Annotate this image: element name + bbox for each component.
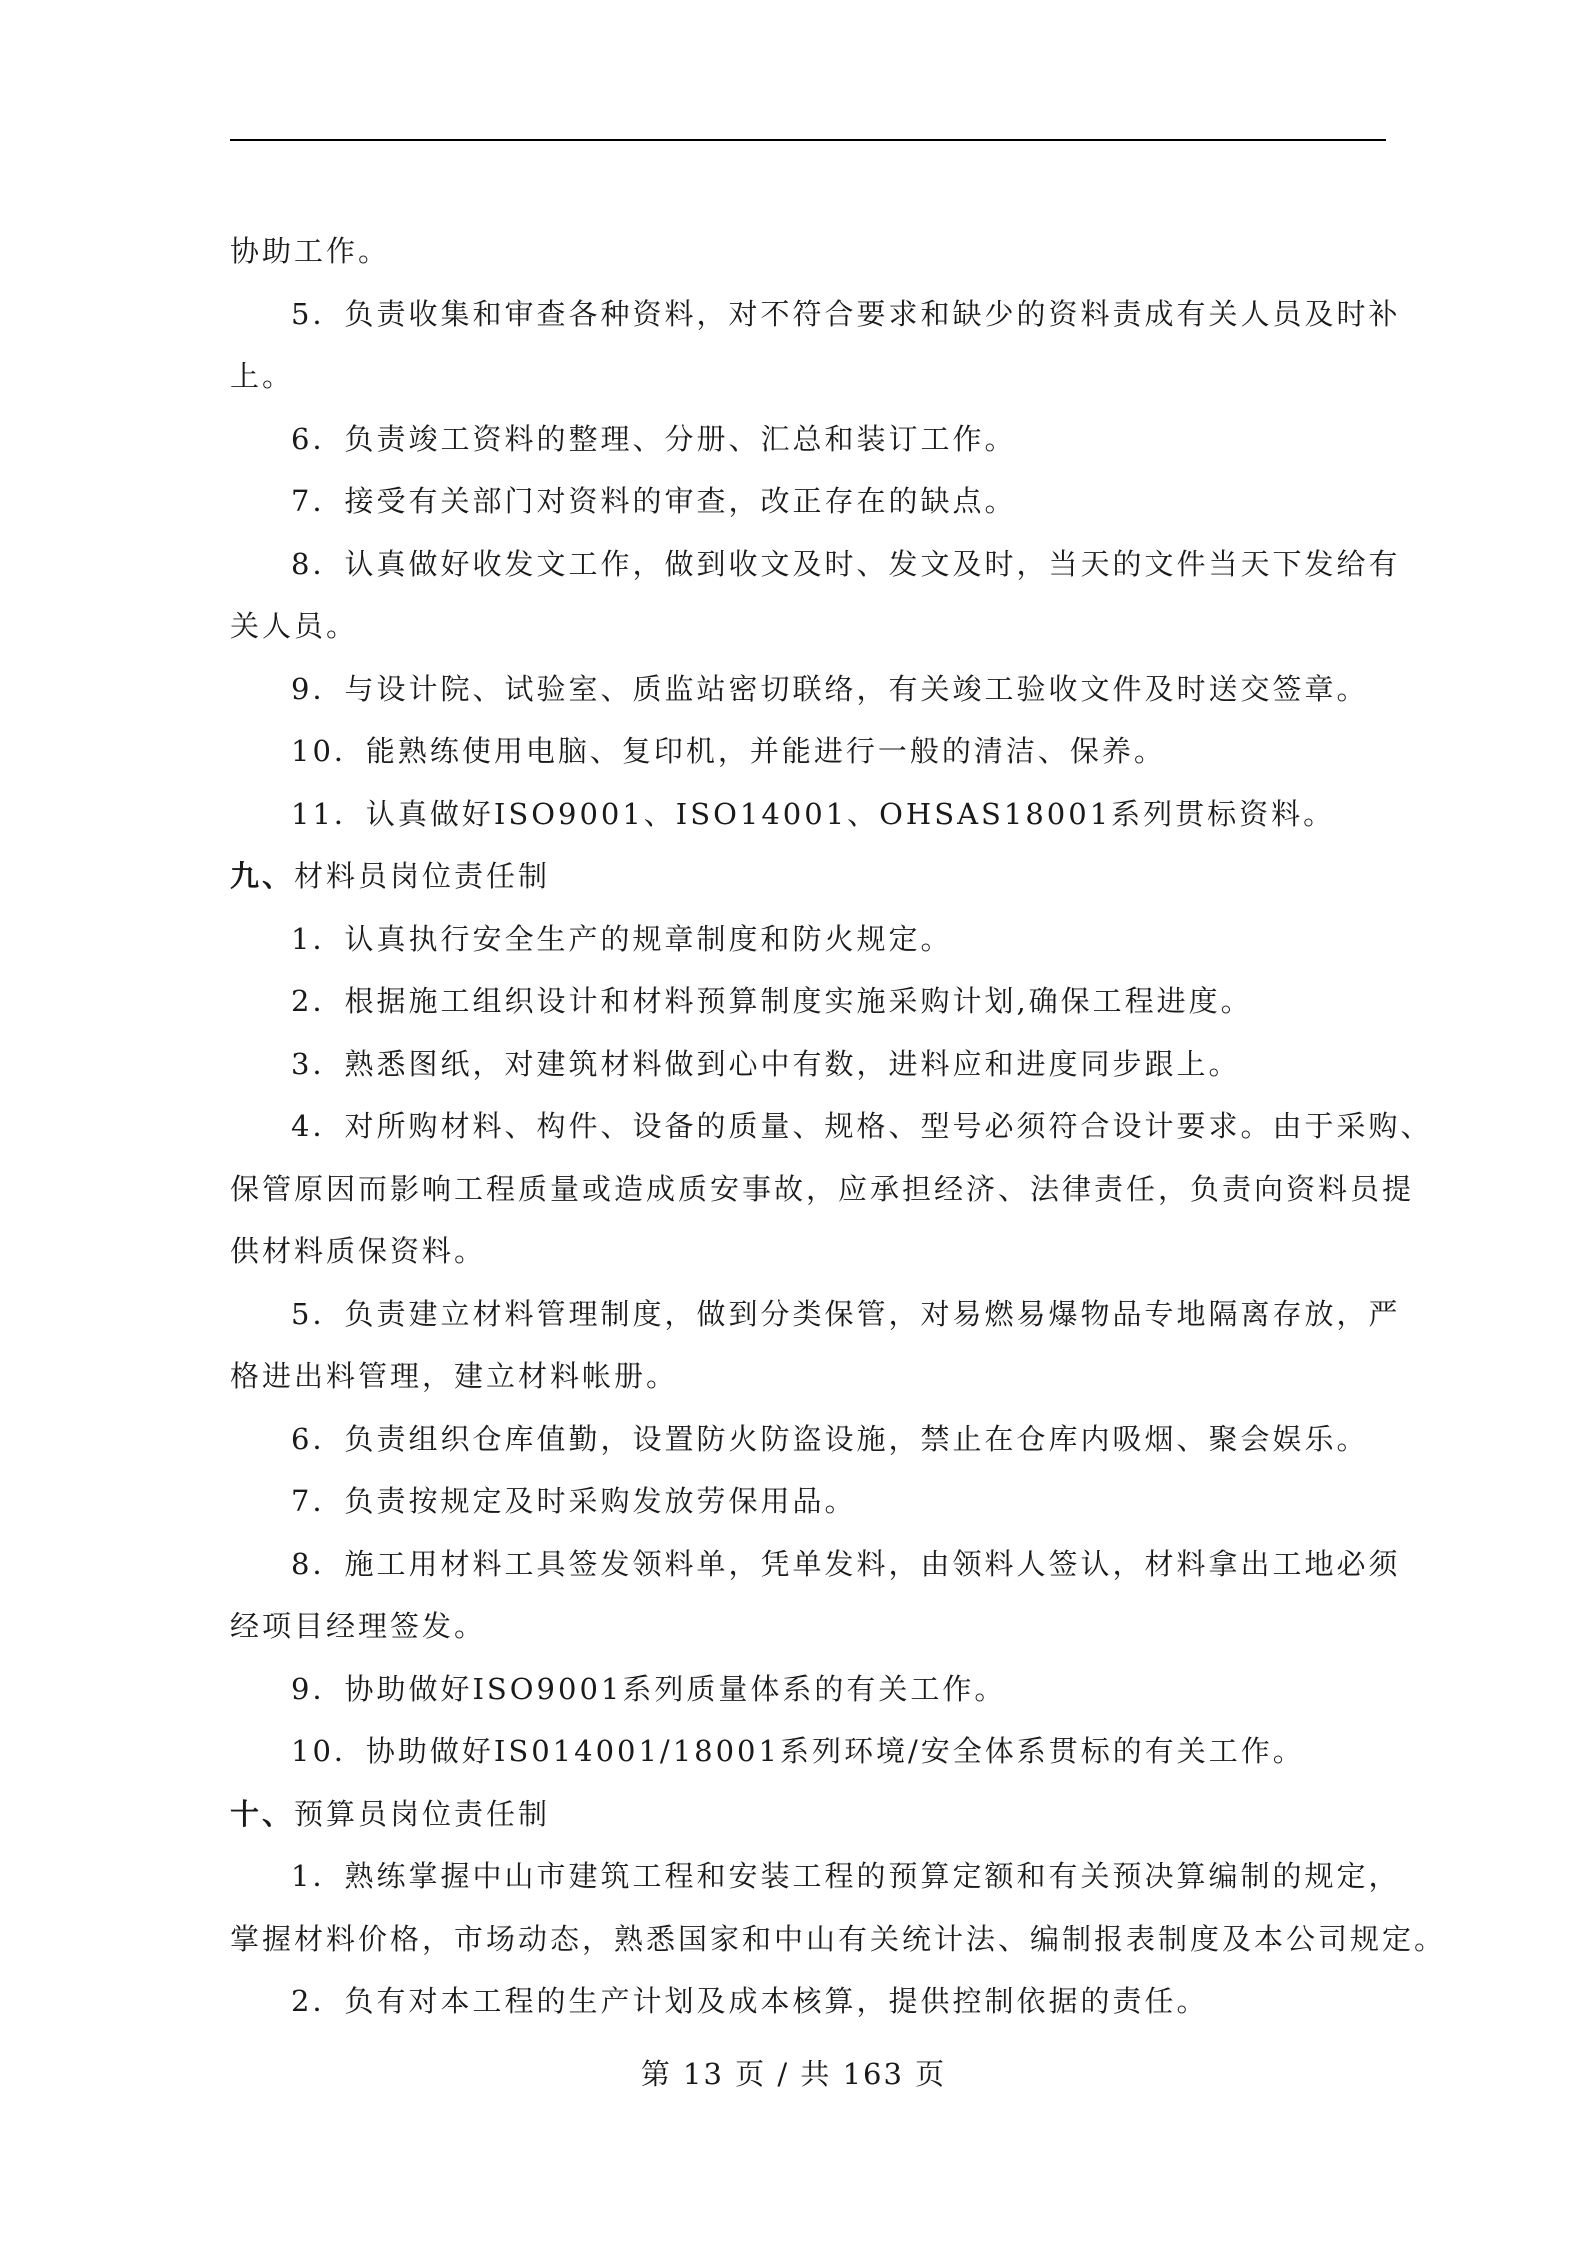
text-line: 供材料质保资料。 <box>230 1234 487 1268</box>
text-line: 5．负责收集和审查各种资料，对不符合要求和缺少的资料责成有关人员及时补 <box>291 296 1401 331</box>
text-line: 4．对所购材料、构件、设备的质量、规格、型号必须符合设计要求。由于采购、 <box>291 1109 1433 1143</box>
section-title: 预算员岗位责任制 <box>294 1796 551 1831</box>
section-heading <box>230 845 1386 908</box>
text-line: 11．认真做好ISO9001、ISO14001、OHSAS18001系列贯标资料。 <box>291 796 1336 831</box>
text-line: 8．认真做好收发文工作，做到收文及时、发文及时，当天的文件当天下发给有 <box>291 546 1401 581</box>
text-line: 1．认真执行安全生产的规章制度和防火规定。 <box>291 921 953 956</box>
text-line: 8．施工用材料工具签发领料单，凭单发料，由领料人签认，材料拿出工地必须 <box>291 1546 1401 1581</box>
text-line: 10．能熟练使用电脑、复印机，并能进行一般的清洁、保养。 <box>291 734 1166 768</box>
text-line: 6．负责组织仓库值勤，设置防火防盗设施，禁止在仓库内吸烟、聚会娱乐。 <box>291 1421 1369 1456</box>
text-line: 9．与设计院、试验室、质监站密切联络，有关竣工验收文件及时送交签章。 <box>291 671 1369 706</box>
text-line: 掌握材料价格，市场动态，熟悉国家和中山有关统计法、编制报表制度及本公司规定。 <box>230 1921 1447 1956</box>
text-line: 上。 <box>230 359 295 393</box>
text-line: 7．接受有关部门对资料的审查，改正存在的缺点。 <box>291 484 1017 518</box>
text-line: 5．负责建立材料管理制度，做到分类保管，对易燃易爆物品专地隔离存放，严 <box>291 1296 1401 1331</box>
page-footer: 第 13 页 / 共 163 页 <box>640 2057 947 2091</box>
text-line: 经项目经理签发。 <box>230 1609 487 1643</box>
section-number: 九、 <box>230 859 295 893</box>
text-line: 2．负有对本工程的生产计划及成本核算，提供控制依据的责任。 <box>291 1984 1209 2018</box>
text-line: 2．根据施工组织设计和材料预算制度实施采购计划,确保工程进度。 <box>291 984 1253 1018</box>
section-heading <box>230 1783 1386 1846</box>
text-line: 协助工作。 <box>230 234 391 268</box>
document-body <box>230 220 1447 2033</box>
header-rule <box>230 139 1386 141</box>
text-line: 3．熟悉图纸，对建筑材料做到心中有数，进料应和进度同步跟上。 <box>291 1046 1241 1081</box>
text-line: 10．协助做好IS014001/18001系列环境/安全体系贯标的有关工作。 <box>291 1734 1305 1768</box>
text-line: 9．协助做好ISO9001系列质量体系的有关工作。 <box>291 1671 1007 1706</box>
text-line: 关人员。 <box>230 609 359 643</box>
text-line: 保管原因而影响工程质量或造成质安事故，应承担经济、法律责任，负责向资料员提 <box>230 1171 1415 1206</box>
text-line: 格进出料管理，建立材料帐册。 <box>230 1359 679 1393</box>
section-number: 十、 <box>230 1796 295 1831</box>
text-line: 7．负责按规定及时采购发放劳保用品。 <box>291 1484 857 1518</box>
text-line: 1．熟练掌握中山市建筑工程和安装工程的预算定额和有关预决算编制的规定， <box>291 1859 1401 1893</box>
text-line: 6．负责竣工资料的整理、分册、汇总和装订工作。 <box>291 421 1017 456</box>
section-title: 材料员岗位责任制 <box>294 859 551 893</box>
